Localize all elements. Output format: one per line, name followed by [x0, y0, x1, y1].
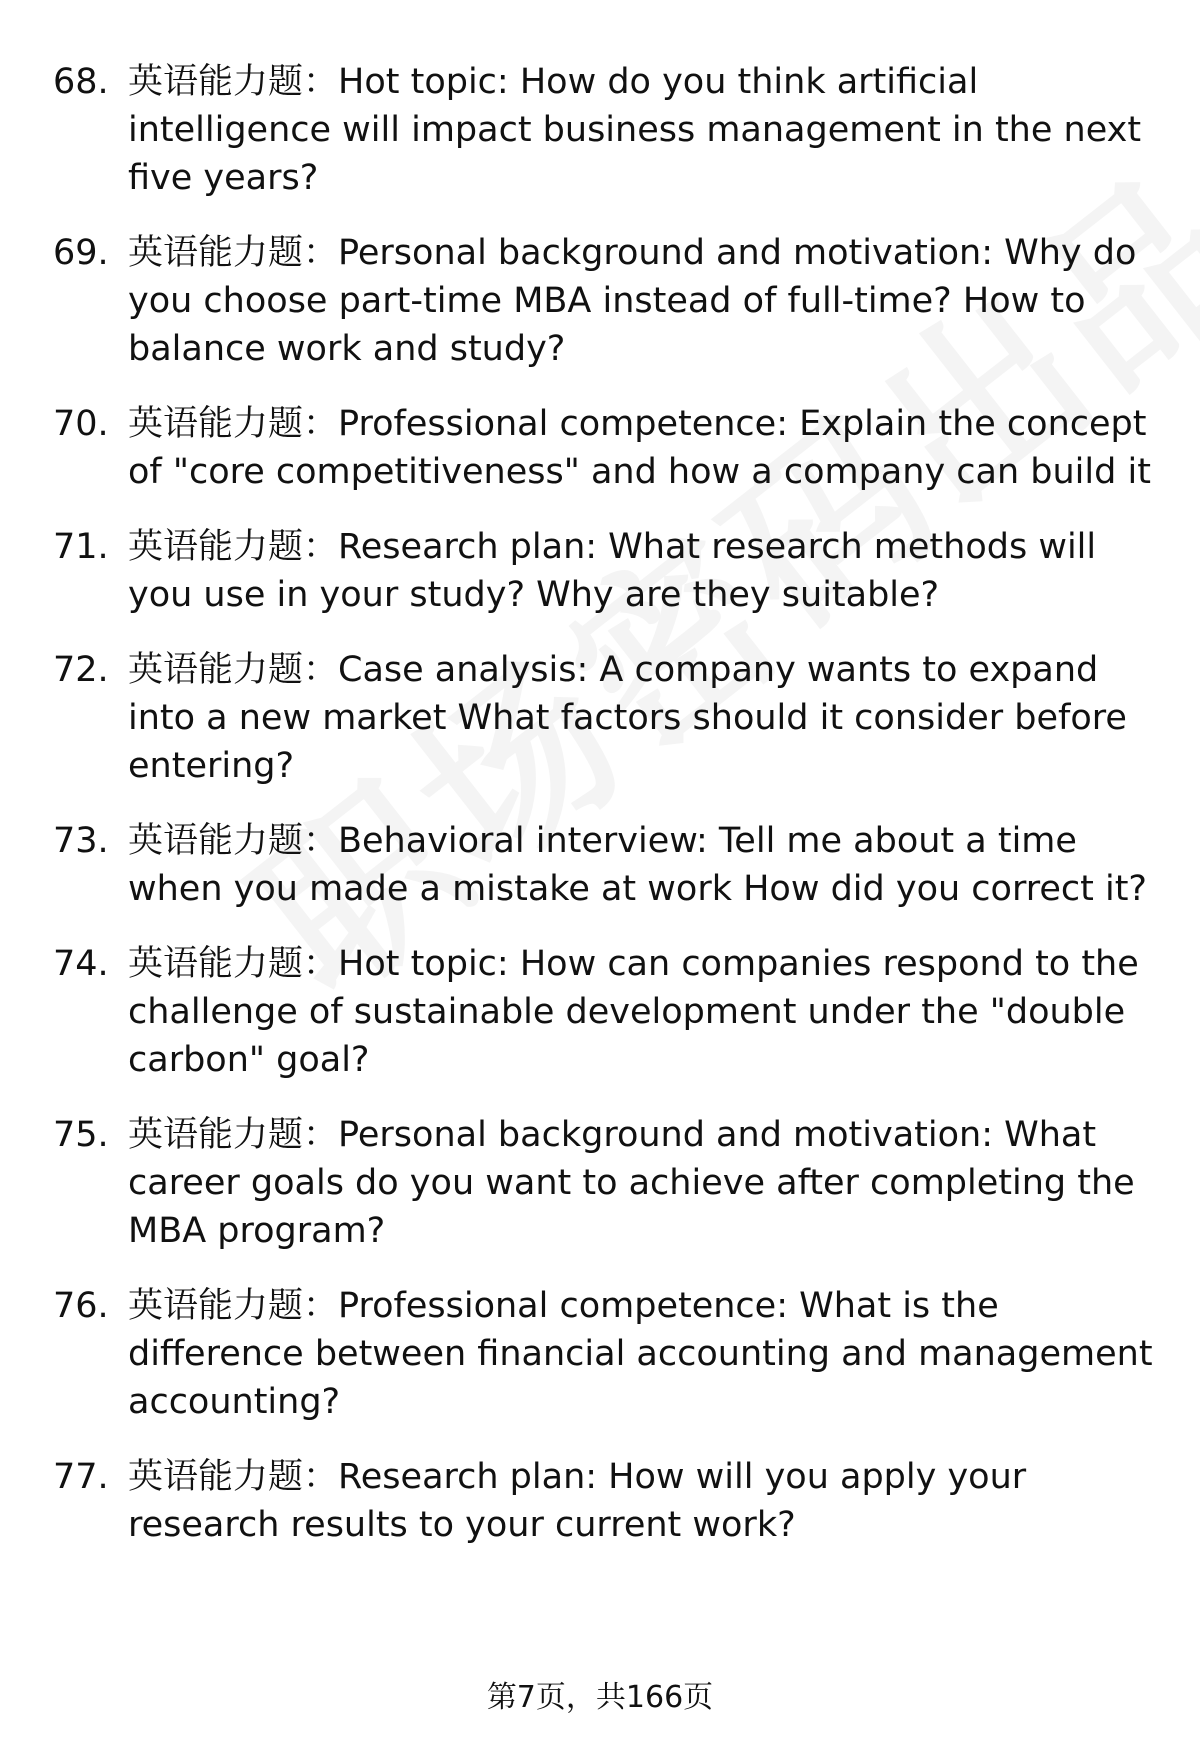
question-number: 73. [53, 821, 109, 861]
question-prefix: 英语能力题： [128, 1115, 339, 1155]
question-text-block [128, 646, 1158, 790]
question-item [0, 817, 1200, 913]
question-item [0, 229, 1200, 373]
question-item [0, 1282, 1200, 1426]
question-prefix: 英语能力题： [128, 404, 339, 444]
question-prefix: 英语能力题： [128, 1457, 339, 1497]
question-text-block [128, 229, 1158, 373]
question-text: Research plan: How will you apply your research results to your current work? [128, 1457, 1027, 1545]
question-item [0, 1453, 1200, 1549]
question-text: Hot topic: How can companies respond to the challenge of sustainable development under the "double carbon" goal? [128, 944, 1139, 1080]
question-number: 77. [53, 1457, 109, 1497]
question-number: 72. [53, 650, 109, 690]
question-text: Behavioral interview: Tell me about a time when you made a mistake at work How did you correct it? [128, 821, 1147, 909]
question-text: Personal background and motivation: What career goals do you want to achieve after completing the MBA program? [128, 1115, 1135, 1251]
question-text: Professional competence: What is the difference between financial accounting and management accounting? [128, 1286, 1153, 1422]
question-text-block [128, 400, 1158, 496]
question-item [0, 1111, 1200, 1255]
question-text: Personal background and motivation: Why do you choose part-time MBA instead of full-time? How to balance work and study? [128, 233, 1137, 369]
question-item [0, 523, 1200, 619]
question-text-block [128, 1453, 1158, 1549]
question-number: 71. [53, 527, 109, 567]
question-item [0, 58, 1200, 202]
question-prefix: 英语能力题： [128, 527, 339, 567]
question-prefix: 英语能力题： [128, 944, 339, 984]
question-text-block [128, 58, 1158, 202]
question-item [0, 646, 1200, 790]
question-number: 76. [53, 1286, 109, 1326]
question-number: 69. [53, 233, 109, 273]
question-text: Research plan: What research methods will you use in your study? Why are they suitable? [128, 527, 1097, 615]
question-text-block [128, 817, 1158, 913]
question-text-block [128, 940, 1158, 1084]
question-text-block [128, 523, 1158, 619]
question-number: 68. [53, 62, 109, 102]
question-number: 70. [53, 404, 109, 444]
question-text: Professional competence: Explain the concept of "core competitiveness" and how a company can build it [128, 404, 1151, 492]
question-prefix: 英语能力题： [128, 62, 339, 102]
question-number: 75. [53, 1115, 109, 1155]
question-text-block [128, 1282, 1158, 1426]
question-prefix: 英语能力题： [128, 650, 339, 690]
question-item [0, 940, 1200, 1084]
question-prefix: 英语能力题： [128, 1286, 339, 1326]
question-list [0, 58, 1200, 1576]
question-number: 74. [53, 944, 109, 984]
question-prefix: 英语能力题： [128, 233, 339, 273]
question-text: Case analysis: A company wants to expand into a new market What factors should it consider before entering? [128, 650, 1127, 786]
page-footer: 第7页，共166页 [486, 1680, 714, 1715]
question-text-block [128, 1111, 1158, 1255]
question-prefix: 英语能力题： [128, 821, 339, 861]
question-text: Hot topic: How do you think artificial intelligence will impact business management in the next five years? [128, 62, 1142, 198]
question-item [0, 400, 1200, 496]
